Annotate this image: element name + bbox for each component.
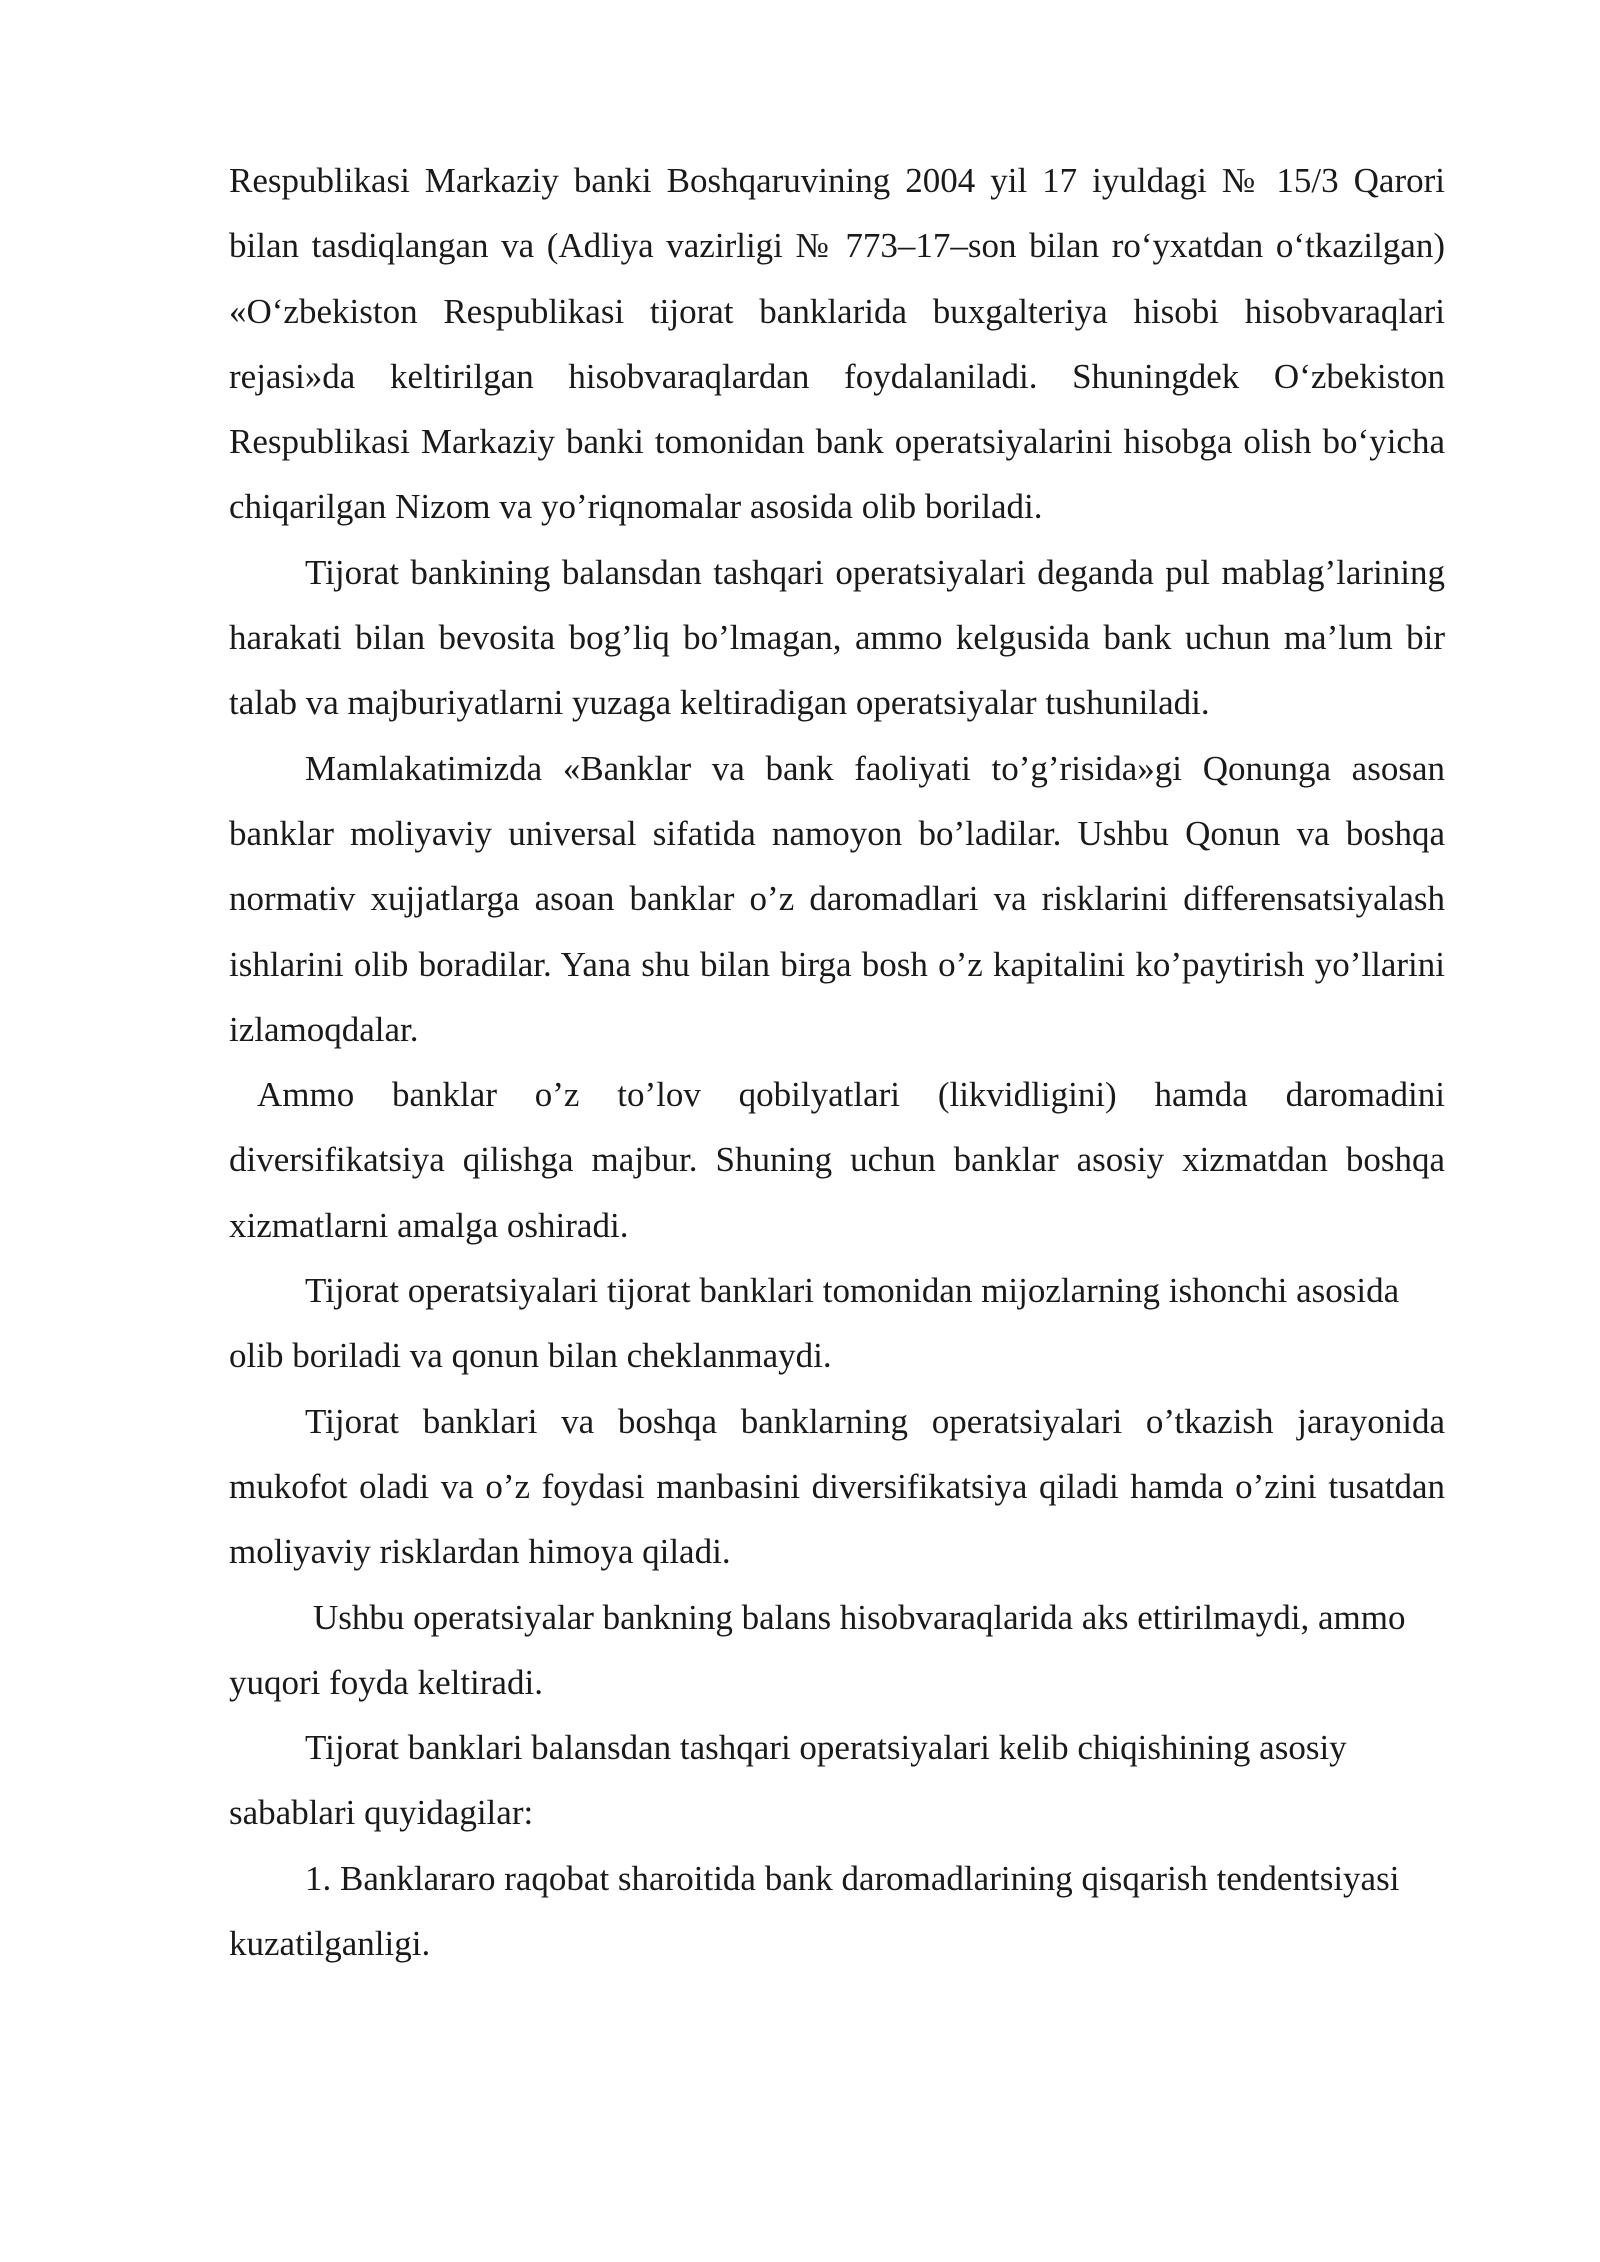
paragraph-banking-law: Mamlakatimizda «Banklar va bank faoliyati to’g’risida»gi Qonunga asosan banklar moliyaviy universal sifatida namoyon bo’ladilar. Ushbu Qonun va boshqa normativ xujjatlarga asoan banklar o’z daromadlari va risklarini differensatsiyalash ishlarini olib boradilar. Yana shu bilan birga bosh o’z kapitalini ko’paytirish yo’llarini izlamoqdalar. — [229, 748, 1445, 1049]
paragraph-reasons-intro: Tijorat banklari balansdan tashqari operatsiyalari kelib chiqishining asosiy sabablari quyidagilar: — [229, 1728, 1347, 1833]
paragraph-not-in-balance: Ushbu operatsiyalar bankning balans hisobvaraqlarida aks ettirilmaydi, ammo yuqori foyda keltiradi. — [229, 1597, 1406, 1702]
document-page — [229, 148, 1445, 1976]
paragraph-regulation-basis: Respublikasi Markaziy banki Boshqaruvining 2004 yil 17 iyuldagi № 15/3 Qarori bilan tasdiqlangan va (Adliya vazirligi № 773–17–son bilan ro‘yxatdan o‘tkazilgan) «O‘zbekiston Respublikasi tijorat banklarida buxgalteriya hisobi hisobvaraqlari rejasi»da keltirilgan hisobvaraqlardan foydalaniladi. Shuningdek O‘zbekiston Respublikasi Markaziy banki tomonidan bank operatsiyalarini hisobga olish bo‘yicha chiqarilgan Nizom va yo’riqnomalar asosida olib boriladi. — [229, 161, 1445, 527]
paragraph-off-balance-definition: Tijorat bankining balansdan tashqari operatsiyalari deganda pul mablag’larining harakati bilan bevosita bog’liq bo’lmagan, ammo kelgusida bank uchun ma’lum bir talab va majburiyatlarni yuzaga keltiradigan operatsiyalar tushuniladi. — [229, 552, 1445, 723]
paragraph-reward-and-risk: Tijorat banklari va boshqa banklarning operatsiyalari o’tkazish jarayonida mukofot oladi va o’z foydasi manbasini diversifikatsiya qiladi hamda o’zini tusatdan moliyaviy risklardan himoya qiladi. — [229, 1401, 1445, 1572]
paragraph-liquidity-diversification: Ammo banklar o’z to’lov qobilyatlari (likvidligini) hamda daromadini diversifikatsiya qilishga majbur. Shuning uchun banklar asosiy xizmatdan boshqa xizmatlarni amalga oshiradi. — [229, 1075, 1445, 1245]
paragraph-commercial-operations: Tijorat operatsiyalari tijorat banklari tomonidan mijozlarning ishonchi asosida olib boriladi va qonun bilan cheklanmaydi. — [229, 1271, 1400, 1376]
list-item-reason-1: 1. Banklararo raqobat sharoitida bank daromadlarining qisqarish tendentsiyasi kuzatilganligi. — [229, 1858, 1400, 1964]
